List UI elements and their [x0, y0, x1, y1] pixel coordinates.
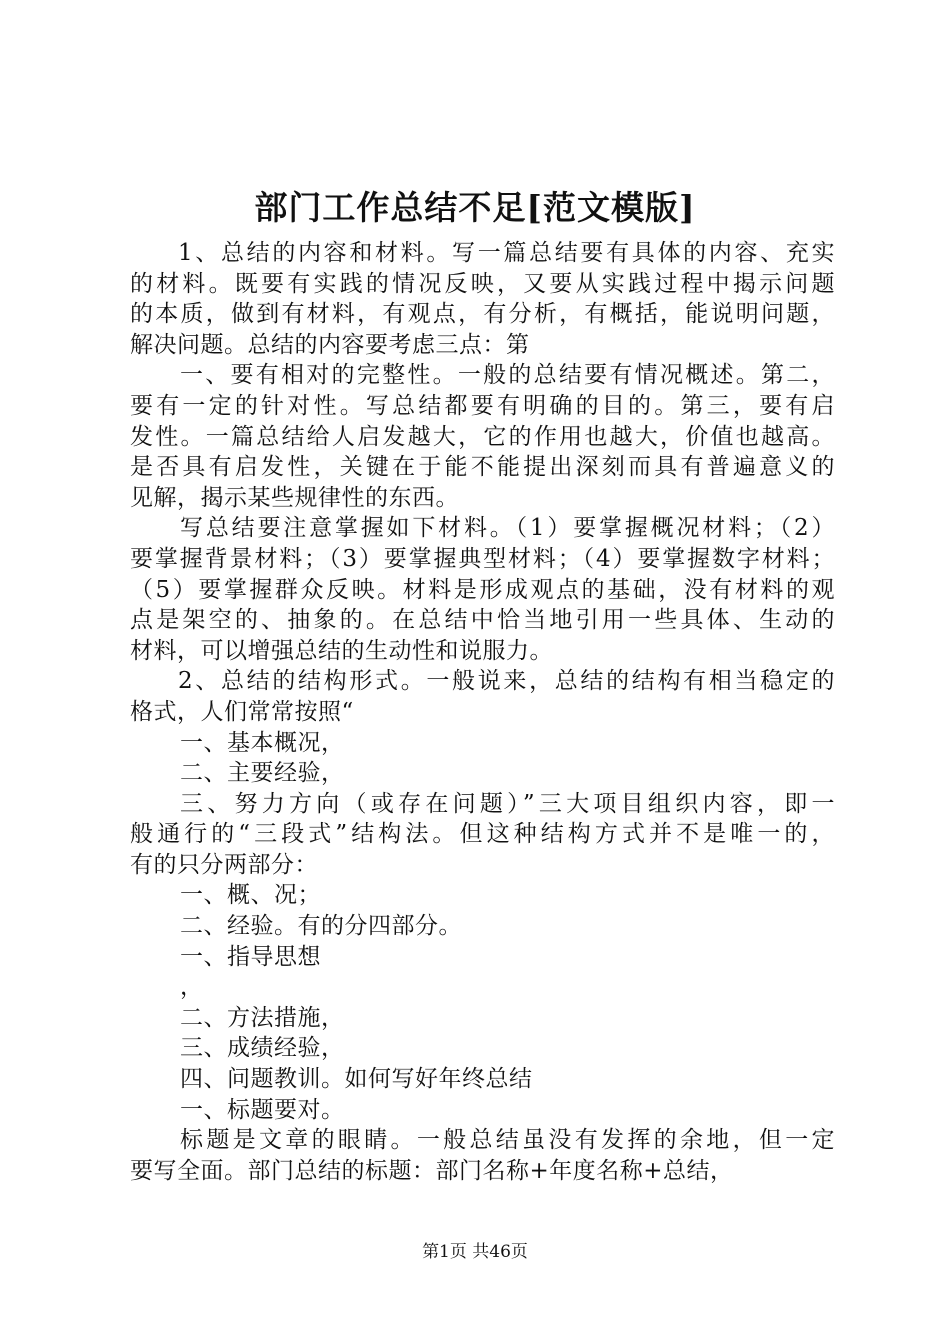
text-line: 一、概、况； — [180, 882, 321, 909]
text-line: 要掌握背景材料；（3）要掌握典型材料；（4）要掌握数字材料； — [130, 545, 835, 572]
text-line: 有的只分两部分： — [130, 851, 318, 878]
text-line: 标题是文章的眼睛。一般总结虽没有发挥的余地，但一定 — [180, 1127, 835, 1154]
text-line: 二、经验。有的分四部分。 — [180, 913, 462, 940]
text-line: 一、要有相对的完整性。一般的总结要有情况概述。第二， — [180, 362, 835, 389]
text-line: 解决问题。总结的内容要考虑三点：第 — [130, 331, 530, 358]
text-line: 要写全面。部门总结的标题：部门名称+年度名称+总结， — [130, 1157, 734, 1184]
text-line: 三、努力方向（或存在问题）”三大项目组织内容，即一 — [180, 790, 835, 817]
text-line: 般通行的“三段式”结构法。但这种结构方式并不是唯一的， — [130, 821, 835, 848]
page-footer: 第1页 共46页 — [422, 1242, 528, 1262]
text-line: 是否具有启发性，关键在于能不能提出深刻而具有普遍意义的 — [130, 454, 835, 481]
text-line: 三、成绩经验， — [180, 1035, 345, 1062]
document-body — [130, 238, 835, 1186]
text-line: 一、标题要对。 — [180, 1096, 345, 1123]
text-line: 格式，人们常常按照“ — [130, 698, 354, 725]
text-line: 的材料。既要有实践的情况反映，又要从实践过程中揭示问题 — [130, 270, 835, 297]
text-line: 材料，可以增强总结的生动性和说服力。 — [130, 637, 553, 664]
text-line: 发性。一篇总结给人启发越大，它的作用也越大，价值也越高。 — [130, 423, 835, 450]
text-line: （5）要掌握群众反映。材料是形成观点的基础，没有材料的观 — [130, 576, 835, 603]
text-line: 的本质，做到有材料，有观点，有分析，有概括，能说明问题， — [130, 301, 835, 328]
text-line: 二、主要经验， — [180, 760, 345, 787]
text-line: 见解，揭示某些规律性的东西。 — [130, 484, 459, 511]
text-line: ， — [180, 974, 204, 1001]
text-line: 二、方法措施， — [180, 1004, 345, 1031]
text-line: 一、基本概况， — [180, 729, 345, 756]
text-line: 一、指导思想 — [180, 943, 321, 970]
text-line: 2、总结的结构形式。一般说来，总结的结构有相当稳定的 — [178, 668, 835, 695]
text-line: 写总结要注意掌握如下材料。（1）要掌握概况材料；（2） — [180, 515, 835, 542]
text-line: 要有一定的针对性。写总结都要有明确的目的。第三，要有启 — [130, 392, 835, 419]
text-line: 四、问题教训。如何写好年终总结 — [180, 1066, 533, 1093]
text-line: 点是架空的、抽象的。在总结中恰当地引用一些具体、生动的 — [130, 607, 835, 634]
text-line: 1、总结的内容和材料。写一篇总结要有具体的内容、充实 — [178, 240, 835, 266]
document-title: 部门工作总结不足[范文模版] — [254, 188, 696, 227]
